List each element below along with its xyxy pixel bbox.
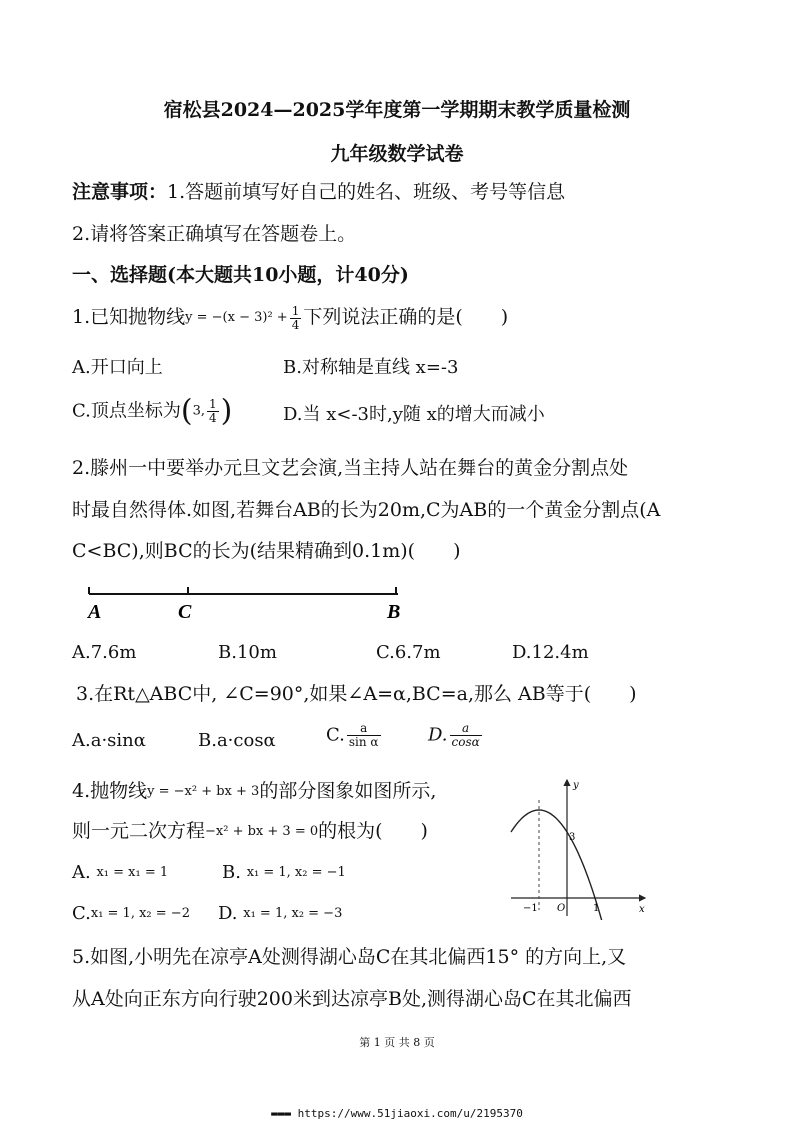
q3-option-d-prefix: D. [428,724,448,746]
q4-option-d-eq: x₁ = 1, x₂ = −3 [243,906,343,921]
q1-frac-den: 4 [291,317,300,332]
q4-prefix: 4.抛物线 [72,780,148,802]
q3-option-b: B.a·cosα [198,730,276,751]
label-a: A [88,601,102,623]
q1-option-c-point: 3, [192,403,205,419]
q4-option-a-eq: x₁ = x₁ = 1 [96,865,169,880]
q2-option-d: D.12.4m [512,642,589,663]
q5-line-2: 从A处向正东方向行驶200米到达凉亭B处,测得湖心岛C在其北偏西 [72,988,632,1010]
q3-option-d-fraction [450,722,482,749]
q2-option-b: B.10m [218,642,277,663]
q1-prefix: 1.已知抛物线 [72,306,186,328]
q1-formula: y = −(x − 3)² + [185,310,288,325]
q3-c-den: sin α [348,735,379,749]
q1-suffix: 下列说法正确的是( ) [303,306,509,328]
q1-option-b: B.对称轴是直线 x=-3 [283,357,459,378]
q4-stem-2 [72,818,428,845]
origin-label: O [557,903,566,914]
q3-option-c [326,722,383,749]
notes-item-1: 1.答题前填写好自己的姓名、班级、考号等信息 [167,181,566,203]
q3-option-a: A.a·sinα [72,730,146,751]
q1-frac-num: 1 [291,303,300,318]
q2-line-2: 时最自然得体.如图,若舞台AB的长为20m,C为AB的一个黄金分割点(A [72,499,661,521]
q3-d-num: a [450,722,482,736]
q4-option-b [222,860,346,886]
y-label: y [573,780,579,791]
q4-suffix: 的部分图象如图所示, [259,780,437,802]
q1-fraction [290,305,302,332]
q1-option-c-den: 4 [208,411,217,425]
exam-subtitle: 九年级数学试卷 [330,143,464,165]
q2-option-c: C.6.7m [376,642,441,663]
q1-option-d: D.当 x<-3时,y随 x的增大而减小 [283,404,545,425]
q4-option-c-prefix: C. [72,903,91,924]
q4-option-b-eq: x₁ = 1, x₂ = −1 [246,865,346,880]
q1-option-c-prefix: C.顶点坐标为 [72,400,181,422]
q4-option-a [72,860,168,886]
q4-line2-formula: −x² + bx + 3 = 0 [205,824,319,839]
q3-option-c-fraction [347,722,381,749]
q3-option-c-prefix: C. [326,724,345,746]
q4-parabola-graph [505,770,655,920]
q4-option-b-prefix: B. [222,862,241,883]
y-intercept-label: 3 [569,832,576,843]
q1-option-a: A.开口向上 [72,357,163,378]
q4-line2-suffix: 的根为( ) [318,820,428,842]
label-c: C [178,601,192,623]
q3-option-d [428,722,484,749]
q3-stem: 3.在Rt△ABC中, ∠C=90°,如果∠A=α,BC=a,那么 AB等于( ) [76,683,637,705]
notes-label: 注意事项： [72,181,168,203]
q5-line-1: 5.如图,小明先在凉亭A处测得湖心岛C在其北偏西15° 的方向上,又 [72,946,627,968]
q3-d-den: cosα [451,735,480,749]
q4-option-a-prefix: A. [72,862,91,883]
q4-option-d-prefix: D. [218,903,238,924]
root-label: 1 [593,903,600,914]
q4-option-d [218,901,342,927]
q2-option-a: A.7.6m [72,642,137,663]
x-label: x [639,904,645,915]
label-b: B [387,601,401,623]
q4-stem-1 [72,778,436,805]
left-paren: ( [180,393,193,429]
notes-line-1 [72,179,565,205]
right-paren: ) [220,393,233,429]
question-1-stem [72,304,508,332]
q2-segment-figure [80,584,410,624]
watermark-url: ▬▬▬ https://www.51jiaoxi.com/u/2195370 [271,1107,523,1120]
q1-option-c [72,393,233,429]
q1-option-c-fraction [207,398,219,425]
page-number: 第 1 页 共 8 页 [359,1036,435,1049]
q4-formula: y = −x² + bx + 3 [147,784,260,799]
section-heading: 一、选择题(本大题共10小题，计40分) [72,264,409,286]
q4-option-c-eq: x₁ = 1, x₂ = −2 [90,906,190,921]
q3-c-num: a [347,722,381,736]
q1-option-c-num: 1 [208,397,217,411]
exam-title: 宿松县2024—2025学年度第一学期期末教学质量检测 [163,99,631,121]
q2-line-3: C<BC),则BC的长为(结果精确到0.1m)( ) [72,540,461,562]
neg-one-label: −1 [523,903,538,914]
q4-line2-prefix: 则一元二次方程 [72,820,206,842]
q2-line-1: 2.滕州一中要举办元旦文艺会演,当主持人站在舞台的黄金分割点处 [72,457,629,479]
notes-item-2: 2.请将答案正确填写在答题卷上。 [72,223,357,245]
q4-option-c [72,901,190,927]
